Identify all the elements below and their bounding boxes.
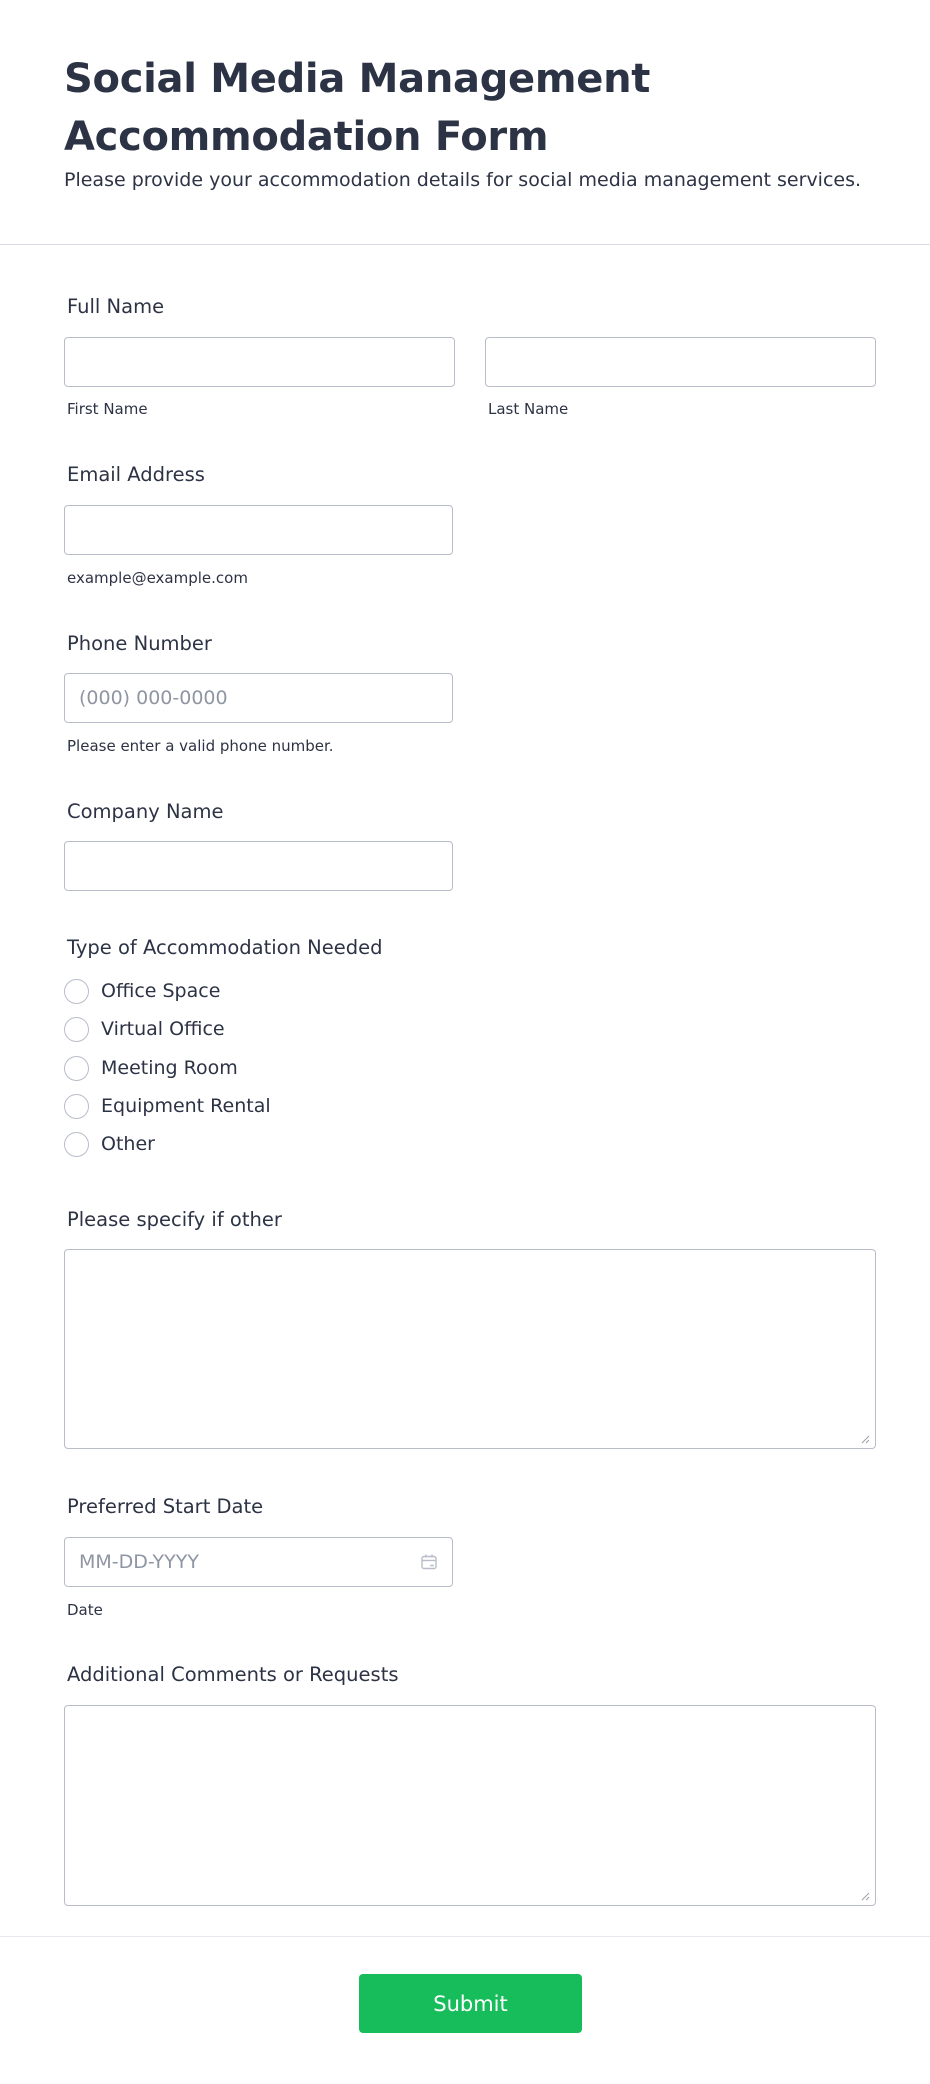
footer-divider — [0, 1936, 930, 1937]
email-label: Email Address — [67, 463, 205, 486]
first-name-sublabel: First Name — [67, 400, 148, 418]
company-input[interactable] — [64, 841, 453, 891]
form-title: Social Media Management Accommodation Form — [64, 56, 651, 160]
resize-grip-icon[interactable] — [860, 1891, 870, 1901]
radio-label: Other — [101, 1133, 155, 1155]
radio-circle[interactable] — [64, 1132, 89, 1157]
start-date-label: Preferred Start Date — [67, 1495, 264, 1518]
radio-meeting-room[interactable] — [64, 1054, 238, 1082]
radio-label: Office Space — [101, 980, 221, 1002]
accommodation-label: Type of Accommodation Needed — [67, 936, 383, 959]
other-specify-label: Please specify if other — [67, 1208, 282, 1231]
radio-label: Meeting Room — [101, 1057, 238, 1079]
company-label: Company Name — [67, 800, 224, 823]
other-specify-textarea[interactable] — [64, 1249, 876, 1449]
calendar-icon[interactable] — [420, 1553, 438, 1571]
last-name-sublabel: Last Name — [488, 400, 569, 418]
start-date-input[interactable] — [64, 1537, 453, 1587]
phone-label: Phone Number — [67, 632, 212, 655]
resize-grip-icon[interactable] — [860, 1434, 870, 1444]
email-input[interactable] — [64, 505, 453, 555]
submit-button[interactable]: Submit — [359, 1974, 582, 2033]
phone-sublabel: Please enter a valid phone number. — [67, 737, 334, 755]
form-header — [0, 0, 930, 245]
radio-circle[interactable] — [64, 1094, 89, 1119]
radio-virtual-office[interactable] — [64, 1015, 225, 1043]
form-subtitle: Please provide your accommodation details for social media management services. — [64, 169, 862, 191]
radio-label: Equipment Rental — [101, 1095, 271, 1117]
radio-circle[interactable] — [64, 1056, 89, 1081]
comments-label: Additional Comments or Requests — [67, 1663, 399, 1686]
first-name-input[interactable] — [64, 337, 455, 387]
radio-label: Virtual Office — [101, 1018, 225, 1040]
last-name-input[interactable] — [485, 337, 876, 387]
radio-office-space[interactable] — [64, 977, 220, 1005]
radio-other[interactable] — [64, 1130, 155, 1158]
phone-input[interactable] — [64, 673, 453, 723]
start-date-sublabel: Date — [67, 1601, 103, 1619]
email-sublabel: example@example.com — [67, 569, 248, 587]
radio-circle[interactable] — [64, 1017, 89, 1042]
full-name-label: Full Name — [67, 295, 165, 318]
radio-equipment-rental[interactable] — [64, 1092, 271, 1120]
radio-circle[interactable] — [64, 979, 89, 1004]
comments-textarea[interactable] — [64, 1705, 876, 1906]
